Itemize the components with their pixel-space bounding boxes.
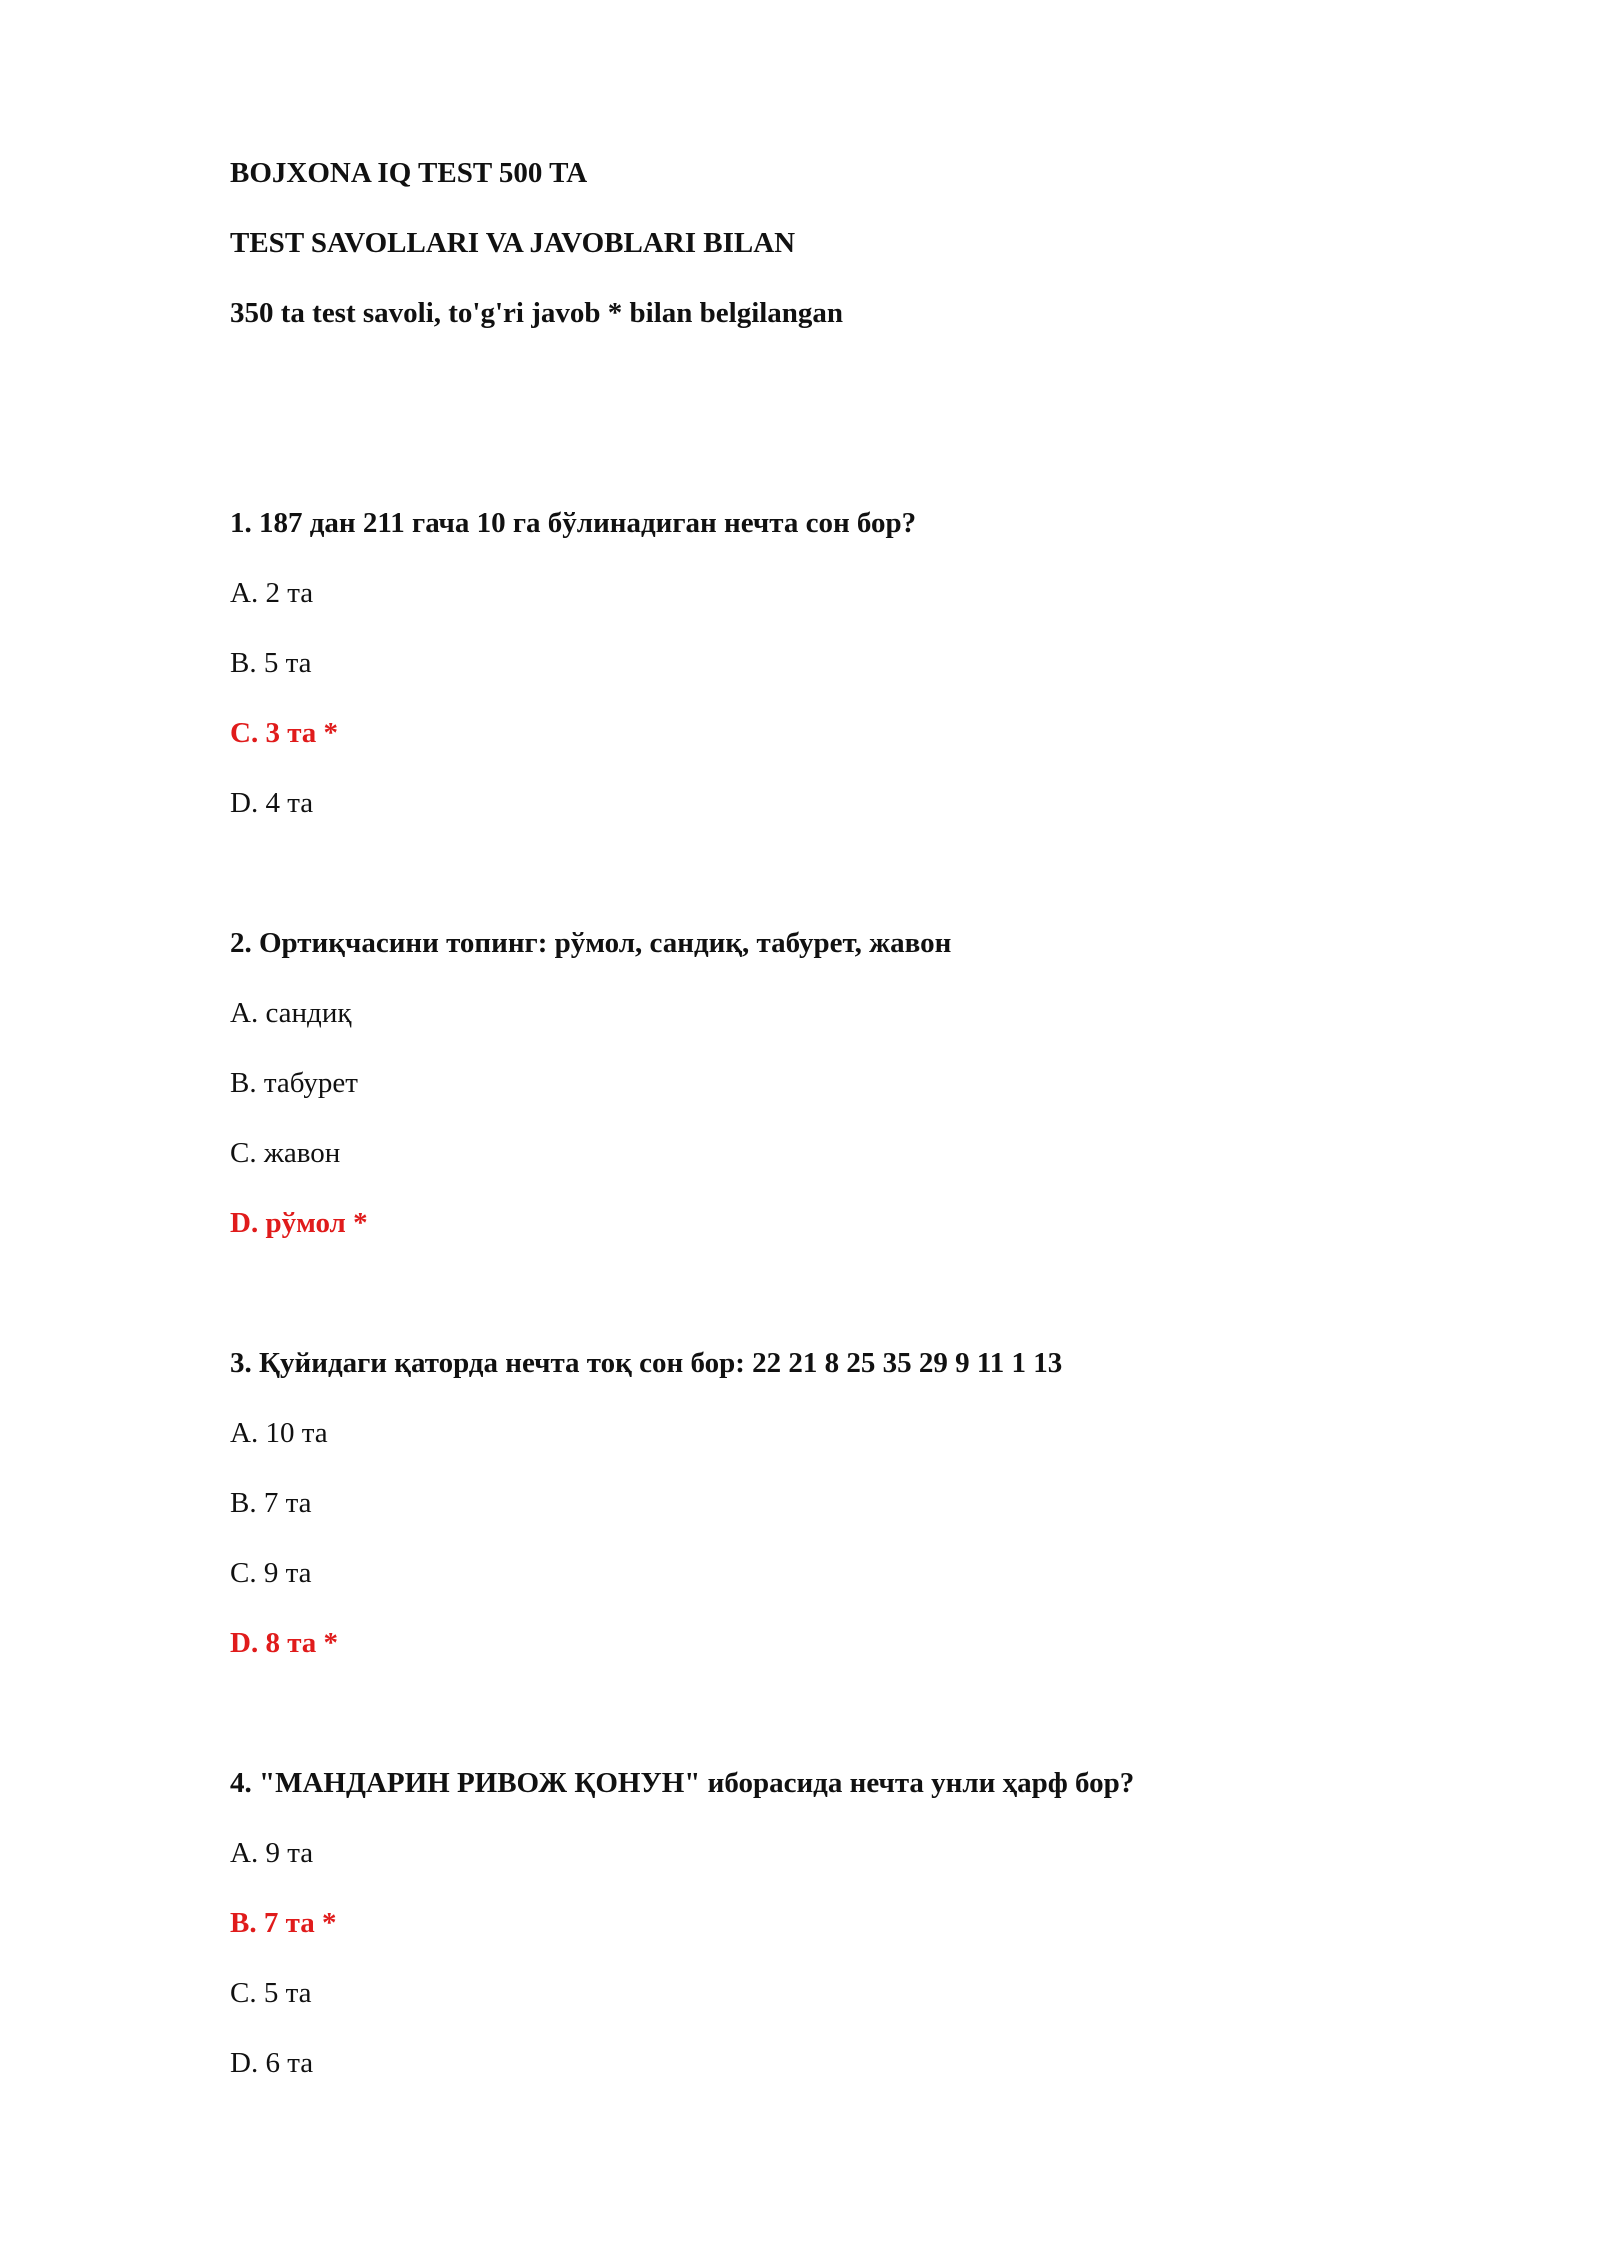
question-3-option-a: A. 10 та bbox=[230, 1417, 328, 1449]
question-2-option-a: A. сандиқ bbox=[230, 997, 352, 1029]
question-1-option-d: D. 4 та bbox=[230, 787, 314, 819]
question-2-option-b: B. табурет bbox=[230, 1067, 358, 1099]
question-3-option-c: C. 9 та bbox=[230, 1557, 312, 1589]
question-4: 4. "МАНДАРИН РИВОЖ ҚОНУН" иборасида нечта унли ҳарф бор? bbox=[230, 1767, 1135, 1799]
document-title: BOJXONA IQ TEST 500 TA bbox=[230, 157, 588, 189]
question-3: 3. Қуйидаги қаторда нечта тоқ сон бор: 22 21 8 25 35 29 9 11 1 13 bbox=[230, 1347, 1063, 1379]
question-3-option-d-correct: D. 8 та * bbox=[230, 1627, 339, 1659]
question-4-option-b-correct: B. 7 та * bbox=[230, 1907, 337, 1939]
question-2-option-d-correct: D. рўмол * bbox=[230, 1207, 368, 1239]
question-4-option-c: C. 5 та bbox=[230, 1977, 312, 2009]
question-2-option-c: C. жавон bbox=[230, 1137, 341, 1169]
document-note: 350 ta test savoli, to'g'ri javob * bilan belgilangan bbox=[230, 297, 844, 329]
question-4-option-d: D. 6 та bbox=[230, 2047, 314, 2079]
question-4-option-a: A. 9 та bbox=[230, 1837, 314, 1869]
question-1-option-c-correct: C. 3 та * bbox=[230, 717, 339, 749]
question-2: 2. Ортиқчасини топинг: рўмол, сандиқ, табурет, жавон bbox=[230, 927, 952, 959]
question-1-option-a: A. 2 та bbox=[230, 577, 314, 609]
document-subtitle: TEST SAVOLLARI VA JAVOBLARI BILAN bbox=[230, 227, 796, 259]
question-1: 1. 187 дан 211 гача 10 га бўлинадиган нечта сон бор? bbox=[230, 507, 917, 539]
question-3-option-b: B. 7 та bbox=[230, 1487, 312, 1519]
question-1-option-b: B. 5 та bbox=[230, 647, 312, 679]
